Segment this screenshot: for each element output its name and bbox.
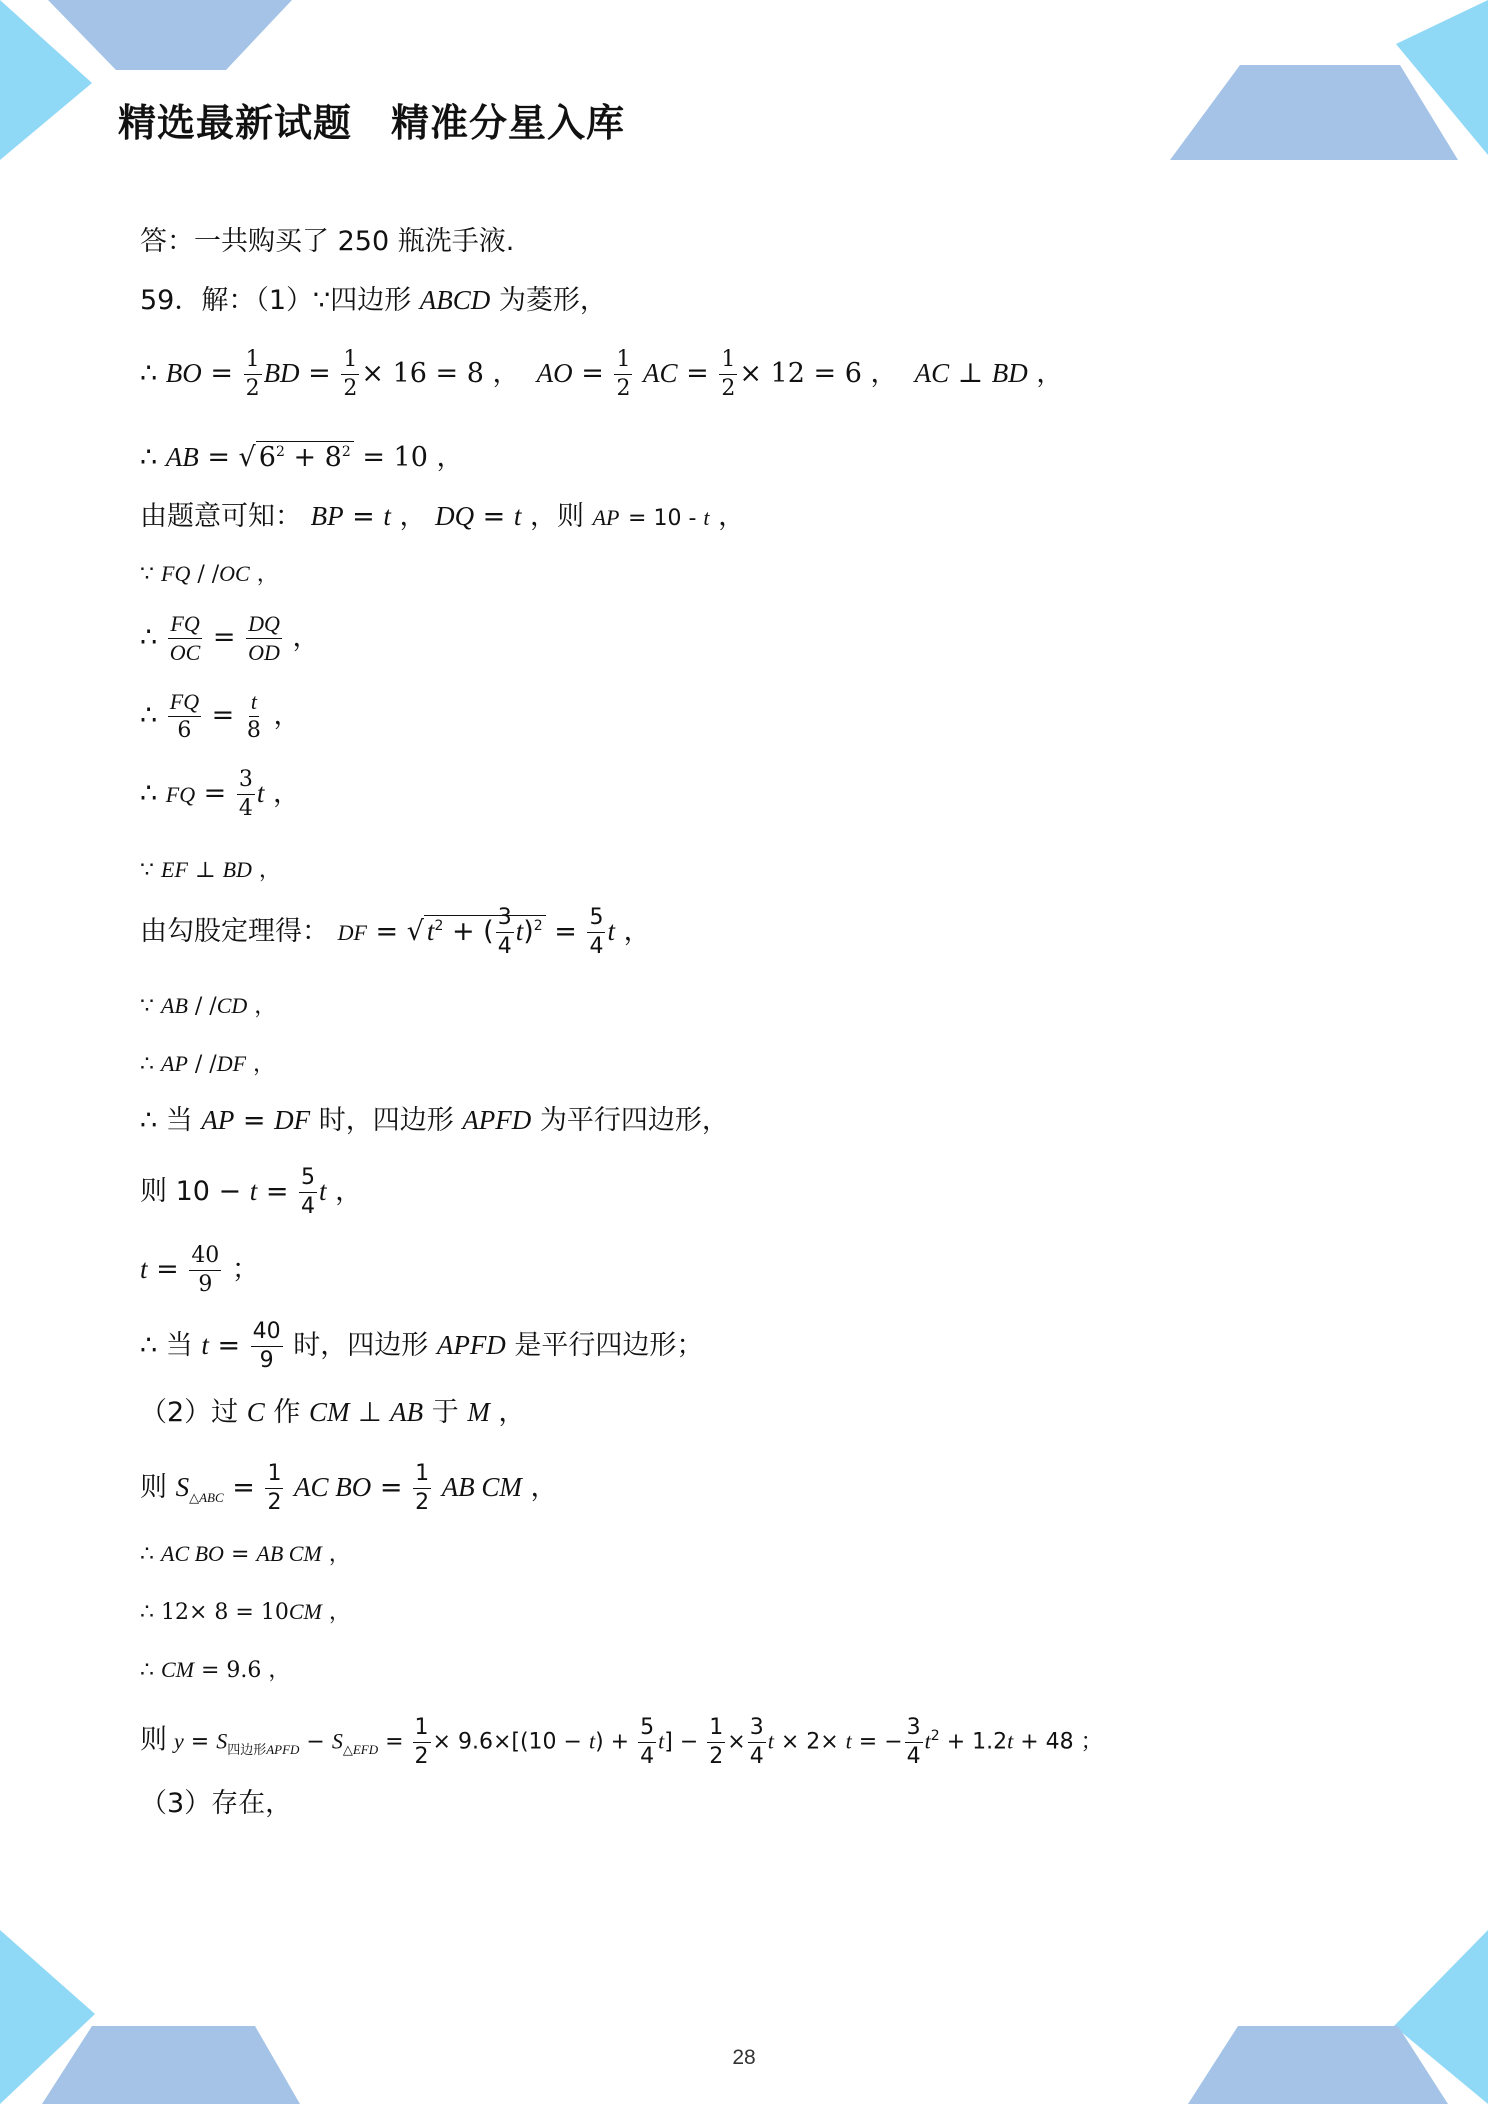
line-when-ap-eq-df: ∴ 当 AP = DF 时，四边形 APFD 为平行四边形， <box>140 1105 729 1136</box>
line-ac-bo: ∴ AC BO = AB CM ， <box>140 1541 351 1567</box>
line-ab: ∴ AB = √ $6^2 + 8^2 = 10$ ， <box>140 442 464 473</box>
line-equation: 则 10 − t = $\frac{5}{4}$ t ， <box>140 1165 363 1219</box>
line-ratio-1: ∴ $\frac{FQ}{OC}$ = $\frac{DQ}{OD}$ ， <box>140 611 320 665</box>
line-conclusion-1: ∴ 当 t = $\frac{40}{9}$ 时，四边形 APFD 是平行四边形； <box>140 1319 704 1373</box>
line-ap-parallel-df: ∴ AP / /DF ， <box>140 1051 276 1077</box>
line-fq-parallel-oc: ∵ FQ / /OC ， <box>140 561 279 587</box>
corner-decoration-bottom-left <box>0 1930 310 2104</box>
line-fq-value: ∴ FQ = $\frac{3}{4}$ t ， <box>140 767 300 821</box>
line-df: 由勾股定理得： DF = √ $t^2$ + ( $\frac{3}{4}$ t)$^2$ = $\frac{5}{4}$ t ， <box>140 905 651 959</box>
line-bp-dq: 由题意可知： BP = t ， DQ = t ，则 AP = 10 - t ， <box>140 501 746 532</box>
line-ef-perp-bd: ∵ EF ⊥ BD ， <box>140 857 281 883</box>
line-ab-parallel-cd: ∵ AB / /CD ， <box>140 993 277 1019</box>
page-number: 28 <box>732 2046 756 2069</box>
answer-line: 答：一共购买了 250 瓶洗手液. <box>140 226 515 257</box>
corner-decoration-bottom-right <box>1178 1930 1488 2104</box>
header-title: 精选最新试题 精准分星入库 <box>118 101 626 145</box>
line-area-abc: 则 $S_{\triangle ABC}$ = $\frac{1}{2}$ AC BO = $\frac{1}{2}$ AB CM ， <box>140 1461 558 1515</box>
corner-decoration-top-right <box>1170 0 1488 170</box>
line-y-expression: 则 $y = S_{四边形APFD} - S_{\triangle EFD}$ = $\frac{1}{2}$ × 9.6×[(10 − t) + $\frac{5}{4}$ t] − $\frac{1}{2}$ × $\frac{3}{4}$ t × 2× t = − $\frac{3}{4}$ $t^2 + 1.2t + 48$ ； <box>140 1715 1103 1769</box>
line-12x8: ∴ 12× 8 = 10CM ， <box>140 1599 351 1625</box>
line-t-value: t = $\frac{40}{9}$ ； <box>140 1243 259 1297</box>
line-ratio-2: ∴ $\frac{FQ}{6}$ = $\frac{t}{8}$ ， <box>140 689 301 743</box>
question-59-intro: 59．解：（1）∵四边形 ABCD 为菱形， <box>140 285 607 316</box>
line-part-2: （2）过 C 作 CM ⊥ AB 于 M ， <box>140 1397 526 1428</box>
line-part-3: （3）存在， <box>140 1788 293 1819</box>
line-bo-ao: ∴ BO = $\frac{1}{2}$ BD = $\frac{1}{2}$ × 16 = 8 ， AO = $\frac{1}{2}$ AC = $\frac{1}{2}$ × 12 = 6 ， AC ⊥ BD ， <box>140 347 1064 401</box>
line-cm-value: ∴ CM = 9.6 ， <box>140 1657 291 1683</box>
